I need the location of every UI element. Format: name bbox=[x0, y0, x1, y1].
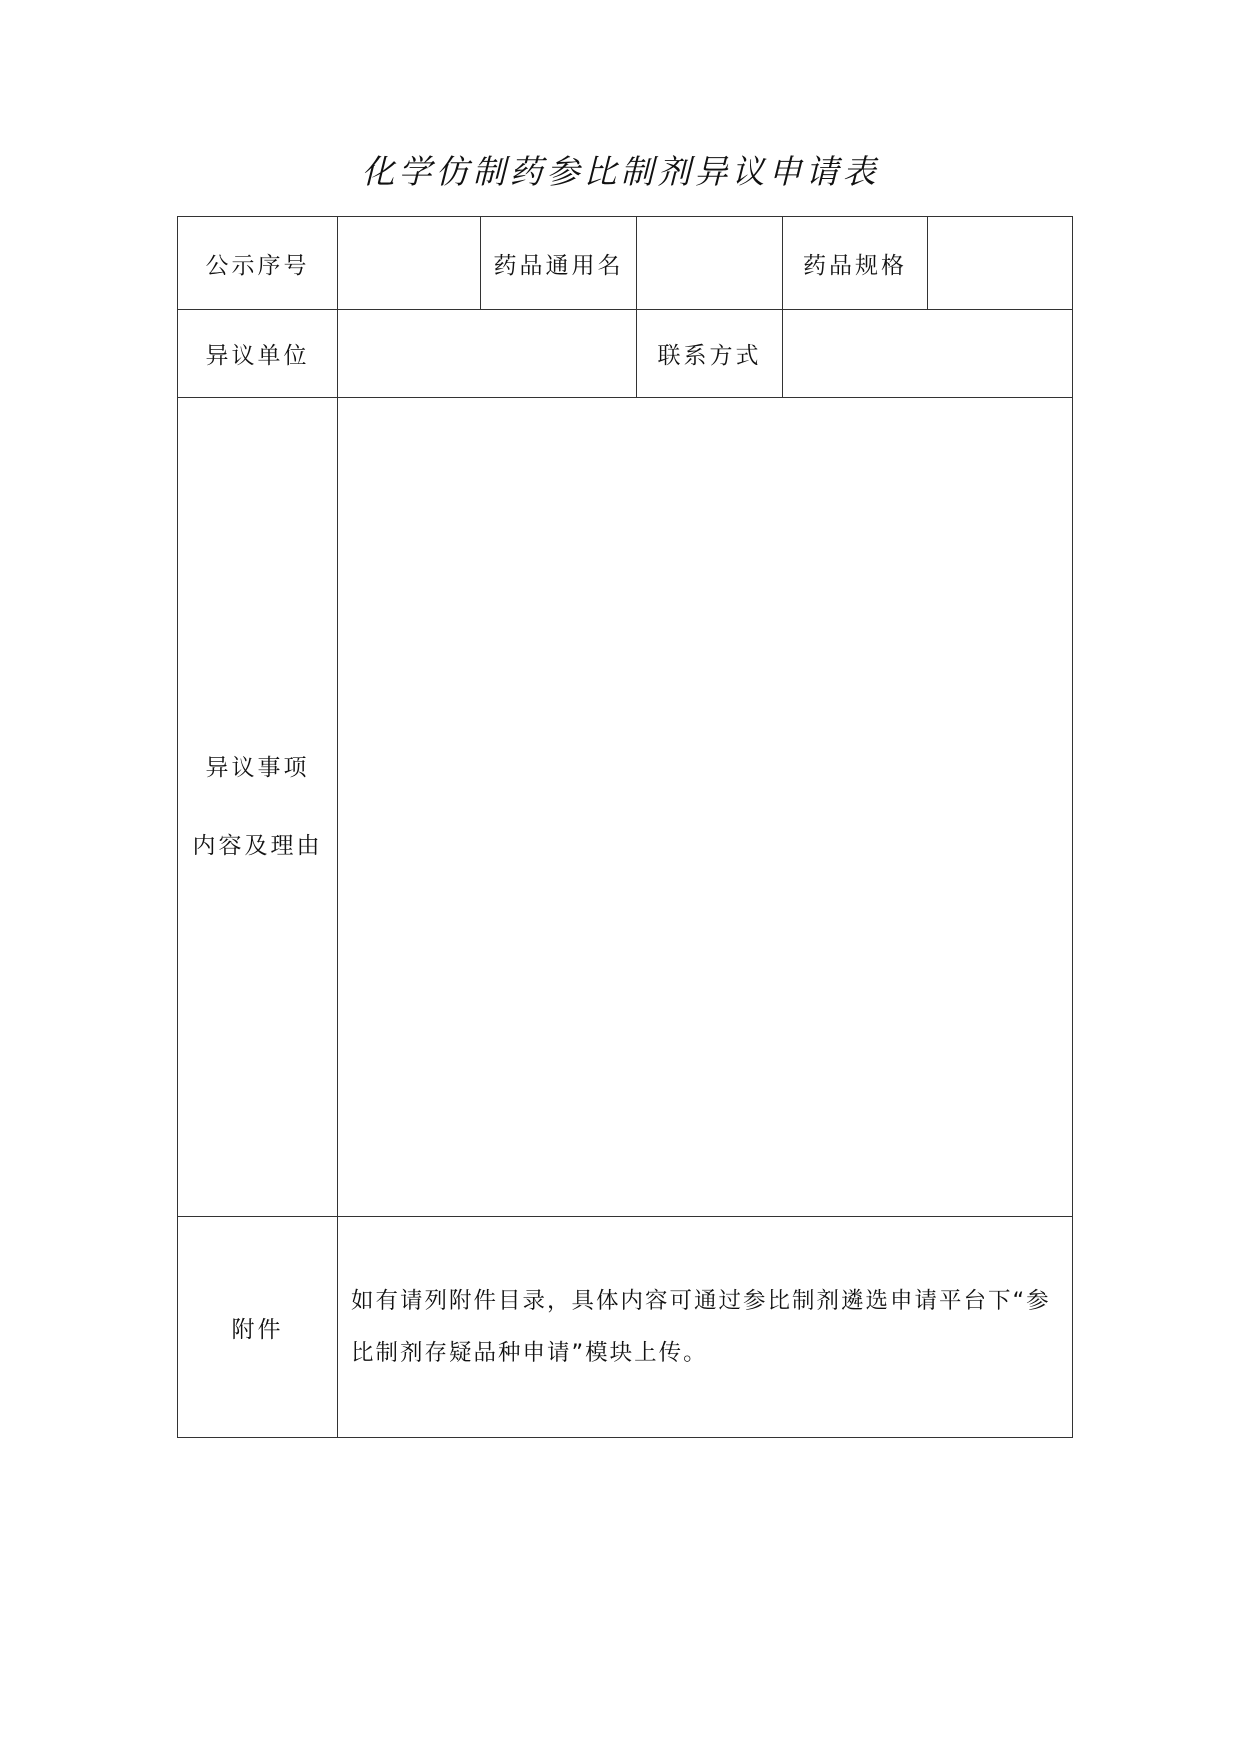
field-drug-generic-name[interactable] bbox=[637, 217, 783, 310]
label-objection-content bbox=[178, 398, 338, 1217]
field-drug-specification[interactable] bbox=[928, 217, 1073, 310]
row-basic-info bbox=[178, 217, 1073, 310]
objection-form-table bbox=[177, 216, 1073, 1438]
label-objection-unit: 异议单位 bbox=[178, 310, 338, 398]
row-attachment bbox=[178, 1217, 1073, 1438]
row-objection-unit bbox=[178, 310, 1073, 398]
form-title: 化学仿制药参比制剂异议申请表 bbox=[361, 152, 880, 191]
field-contact[interactable] bbox=[783, 310, 1073, 398]
attachment-note[interactable]: 如有请列附件目录，具体内容可通过参比制剂遴选申请平台下“参比制剂存疑品种申请”模块上传。 bbox=[338, 1217, 1073, 1438]
label-drug-specification: 药品规格 bbox=[783, 217, 928, 310]
label-attachment: 附件 bbox=[178, 1217, 338, 1438]
label-serial-number: 公示序号 bbox=[178, 217, 338, 310]
field-objection-unit[interactable] bbox=[338, 310, 637, 398]
row-objection-content bbox=[178, 398, 1073, 1217]
field-objection-content[interactable] bbox=[338, 398, 1073, 1217]
label-objection-matter: 异议事项 bbox=[205, 755, 310, 781]
label-drug-generic-name: 药品通用名 bbox=[481, 217, 637, 310]
label-contact: 联系方式 bbox=[637, 310, 783, 398]
label-content-and-reason: 内容及理由 bbox=[192, 833, 323, 859]
field-serial-number[interactable] bbox=[338, 217, 481, 310]
